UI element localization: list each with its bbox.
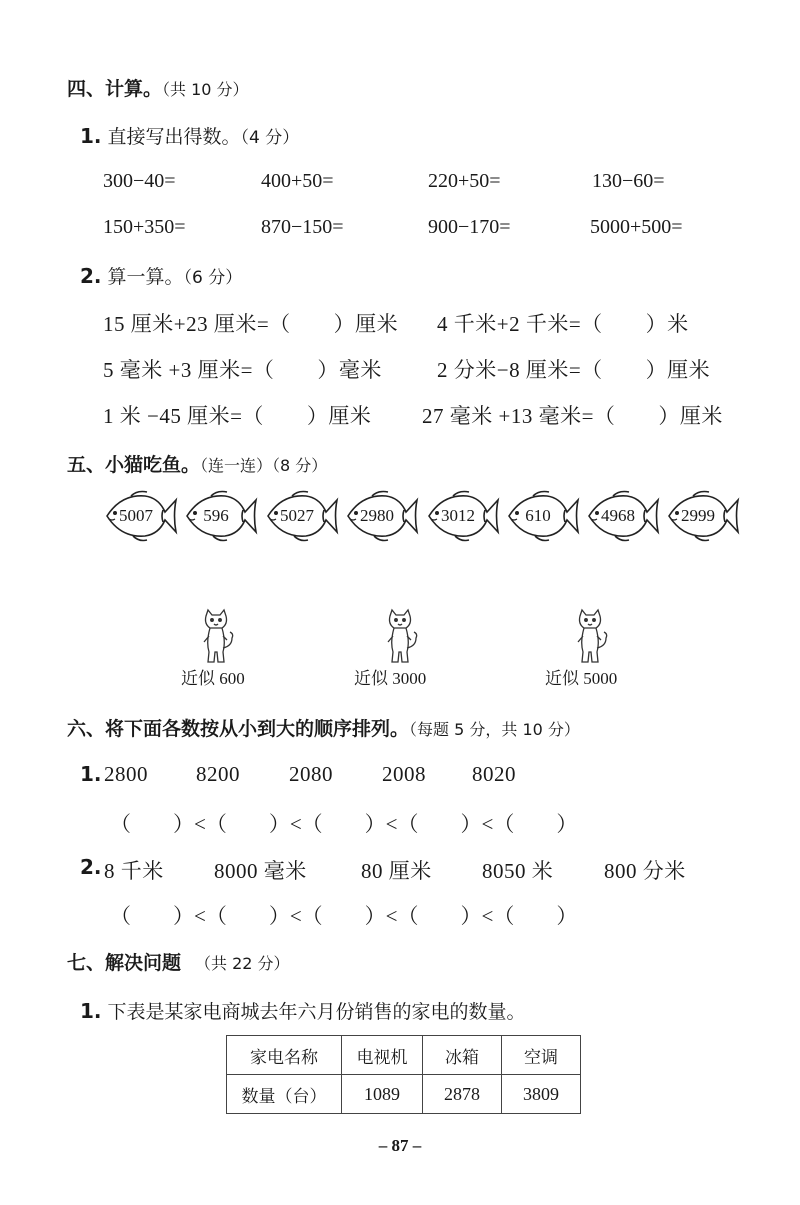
length-item: 8050 米: [482, 859, 554, 883]
q4-1-heading: [80, 122, 299, 149]
table-header-cell: 冰箱: [423, 1036, 502, 1075]
section-4-title: 四、计算。: [67, 78, 163, 100]
section-6-points: （每题 5 分，共 10 分）: [409, 720, 580, 739]
table-header-cell: 家电名称: [227, 1036, 342, 1075]
section-4-points: （共 10 分）: [162, 80, 249, 99]
number-item: 8020: [472, 762, 516, 786]
q4-1-number: 1.: [80, 124, 102, 148]
fish-card: [425, 488, 500, 544]
table-cell: 1089: [342, 1075, 423, 1114]
conversion-problem: 4 千米+2 千米=（ ）米: [437, 312, 689, 336]
q4-1-points: （4 分）: [240, 128, 300, 148]
fish-card: [505, 488, 580, 544]
fish-card: [665, 488, 740, 544]
fish-number: 2980: [360, 506, 394, 525]
cat-icon: [570, 608, 610, 668]
section-5-heading: [67, 450, 327, 477]
fish-number: 596: [203, 506, 229, 525]
fish-number: 3012: [441, 506, 475, 525]
appliance-sales-table: [226, 1035, 581, 1114]
conversion-problem: 1 米 −45 厘米=（ ）厘米: [103, 404, 372, 428]
fish-card: [183, 488, 258, 544]
fish-number: 4968: [601, 506, 635, 525]
conversion-problem: 27 毫米 +13 毫米=（ ）厘米: [422, 404, 723, 428]
table-header-row: [227, 1036, 581, 1075]
fish-number: 5027: [280, 506, 314, 525]
expression: 900−170=: [428, 216, 511, 238]
q4-1-text: 直接写出得数。: [107, 126, 241, 148]
cat-icon: [196, 608, 236, 668]
section-4-heading: [67, 74, 249, 101]
section-6-heading: [67, 714, 580, 741]
expression: 400+50=: [261, 170, 334, 192]
fish-card: [585, 488, 660, 544]
ordering-blanks: （ ）<（ ）<（ ）<（ ）<（ ）: [110, 904, 578, 928]
expression: 300−40=: [103, 170, 176, 192]
cat-label: 近似 600: [181, 669, 245, 688]
fish-card: [264, 488, 339, 544]
fish-number: 610: [525, 506, 551, 525]
fish-number: 2999: [681, 506, 715, 525]
table-header-cell: 空调: [502, 1036, 581, 1075]
q4-2-points: （6 分）: [183, 268, 243, 288]
table-row: [227, 1075, 581, 1114]
length-item: 8 千米: [104, 859, 164, 883]
q4-2-text: 算一算。: [107, 266, 184, 288]
expression: 220+50=: [428, 170, 501, 192]
section-7-heading: [67, 948, 290, 975]
q4-2-heading: [80, 262, 242, 289]
length-item: 80 厘米: [361, 859, 432, 883]
number-item: 2008: [382, 762, 426, 786]
expression: 5000+500=: [590, 216, 683, 238]
cat-icon: [380, 608, 420, 668]
section-5-title: 五、小猫吃鱼。: [67, 454, 201, 476]
conversion-problem: 15 厘米+23 厘米=（ ）厘米: [103, 312, 399, 336]
table-cell: 3809: [502, 1075, 581, 1114]
expression: 130−60=: [592, 170, 665, 192]
number-item: 8200: [196, 762, 240, 786]
section-5-points: （连一连）（8 分）: [200, 456, 328, 475]
cat-label: 近似 5000: [545, 669, 618, 688]
section-7-title: 七、解决问题: [67, 952, 182, 974]
conversion-problem: 2 分米−8 厘米=（ ）厘米: [437, 358, 711, 382]
expression: 150+350=: [103, 216, 186, 238]
fish-number: 5007: [119, 506, 153, 525]
cat-label: 近似 3000: [354, 669, 427, 688]
fish-card: [344, 488, 419, 544]
length-item: 800 分米: [604, 859, 686, 883]
section-7-points: （共 22 分）: [195, 954, 290, 973]
conversion-problem: 5 毫米 +3 厘米=（ ）毫米: [103, 358, 382, 382]
expression: 870−150=: [261, 216, 344, 238]
ordering-blanks: （ ）<（ ）<（ ）<（ ）<（ ）: [110, 812, 578, 836]
table-header-cell: 电视机: [342, 1036, 423, 1075]
q7-1-text: 下表是某家电商城去年六月份销售的家电的数量。: [107, 1001, 526, 1023]
number-item: 2800: [104, 762, 148, 786]
q7-1-number: 1.: [80, 999, 102, 1023]
table-cell: 2878: [423, 1075, 502, 1114]
q7-1-heading: [80, 997, 526, 1024]
q6-1-number: 1.: [80, 762, 102, 786]
length-item: 8000 毫米: [214, 859, 307, 883]
q6-2-number: 2.: [80, 855, 102, 879]
number-item: 2080: [289, 762, 333, 786]
section-6-title: 六、将下面各数按从小到大的顺序排列。: [67, 718, 410, 740]
page-number: – 87 –: [378, 1136, 422, 1155]
fish-card: [103, 488, 178, 544]
table-cell: 数量（台）: [227, 1075, 342, 1114]
q4-2-number: 2.: [80, 264, 102, 288]
